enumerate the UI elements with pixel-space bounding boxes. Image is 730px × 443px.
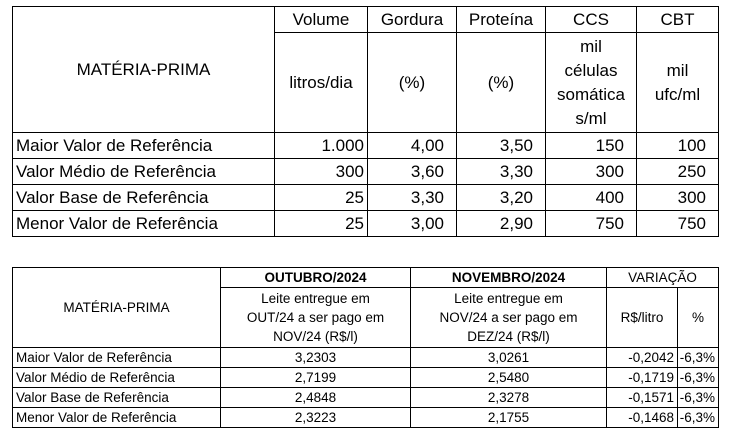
t2-month2-desc: Leite entregue em NOV/24 a ser pago em DEZ/24 (R$/l) bbox=[411, 288, 607, 348]
t1-col-ccs: CCS bbox=[546, 7, 637, 33]
cell-ccs: 400 bbox=[546, 185, 637, 211]
cell-ccs: 750 bbox=[546, 211, 637, 237]
row-label: Valor Base de Referência bbox=[13, 388, 221, 408]
cell-oct: 3,2303 bbox=[221, 348, 411, 368]
cell-var-rs: -0,1468 bbox=[607, 408, 678, 428]
table-row bbox=[13, 368, 719, 388]
table-row bbox=[13, 133, 719, 159]
t2-row-header: MATÉRIA-PRIMA bbox=[13, 268, 221, 348]
cell-nov: 3,0261 bbox=[411, 348, 607, 368]
milk-price-table bbox=[12, 267, 719, 428]
cell-var-pct: -6,3% bbox=[678, 368, 719, 388]
cell-oct: 2,4848 bbox=[221, 388, 411, 408]
table-row bbox=[13, 159, 719, 185]
cell-gordura: 3,00 bbox=[368, 211, 457, 237]
cell-ccs: 300 bbox=[546, 159, 637, 185]
cell-nov: 2,5480 bbox=[411, 368, 607, 388]
table-row bbox=[13, 211, 719, 237]
t2-month1-title: OUTUBRO/2024 bbox=[221, 268, 411, 288]
reference-values-table bbox=[12, 6, 719, 237]
t2-month1-desc: Leite entregue em OUT/24 a ser pago em NOV/24 (R$/l) bbox=[221, 288, 411, 348]
t1-unit-ccs: mil células somática s/ml bbox=[546, 33, 637, 133]
table-row bbox=[13, 348, 719, 368]
t1-unit-gordura: (%) bbox=[368, 33, 457, 133]
t1-col-volume: Volume bbox=[275, 7, 368, 33]
row-label: Menor Valor de Referência bbox=[13, 211, 275, 237]
cell-volume: 25 bbox=[275, 211, 368, 237]
row-label: Valor Médio de Referência bbox=[13, 368, 221, 388]
cell-var-rs: -0,1571 bbox=[607, 388, 678, 408]
table-row bbox=[13, 408, 719, 428]
cell-nov: 2,3278 bbox=[411, 388, 607, 408]
t2-variation-title: VARIAÇÃO bbox=[607, 268, 719, 288]
cell-proteina: 3,30 bbox=[457, 159, 546, 185]
cell-cbt: 250 bbox=[637, 159, 719, 185]
cell-volume: 300 bbox=[275, 159, 368, 185]
cell-cbt: 300 bbox=[637, 185, 719, 211]
cell-var-rs: -0,2042 bbox=[607, 348, 678, 368]
table-row bbox=[13, 185, 719, 211]
cell-ccs: 150 bbox=[546, 133, 637, 159]
row-label: Valor Base de Referência bbox=[13, 185, 275, 211]
t1-col-gordura: Gordura bbox=[368, 7, 457, 33]
row-label: Valor Médio de Referência bbox=[13, 159, 275, 185]
t1-unit-cbt: mil ufc/ml bbox=[637, 33, 719, 133]
cell-oct: 2,3223 bbox=[221, 408, 411, 428]
cell-var-rs: -0,1719 bbox=[607, 368, 678, 388]
t1-unit-proteina: (%) bbox=[457, 33, 546, 133]
cell-nov: 2,1755 bbox=[411, 408, 607, 428]
row-label: Maior Valor de Referência bbox=[13, 133, 275, 159]
cell-gordura: 3,60 bbox=[368, 159, 457, 185]
cell-cbt: 100 bbox=[637, 133, 719, 159]
cell-var-pct: -6,3% bbox=[678, 348, 719, 368]
t2-month2-title: NOVEMBRO/2024 bbox=[411, 268, 607, 288]
cell-proteina: 3,20 bbox=[457, 185, 546, 211]
table-row bbox=[13, 388, 719, 408]
cell-cbt: 750 bbox=[637, 211, 719, 237]
row-label: Menor Valor de Referência bbox=[13, 408, 221, 428]
t1-col-proteina: Proteína bbox=[457, 7, 546, 33]
cell-volume: 1.000 bbox=[275, 133, 368, 159]
t1-col-cbt: CBT bbox=[637, 7, 719, 33]
cell-gordura: 3,30 bbox=[368, 185, 457, 211]
cell-gordura: 4,00 bbox=[368, 133, 457, 159]
cell-var-pct: -6,3% bbox=[678, 408, 719, 428]
t2-variation-rs-header: R$/litro bbox=[607, 288, 678, 348]
t1-row-header: MATÉRIA-PRIMA bbox=[13, 7, 275, 133]
row-label: Maior Valor de Referência bbox=[13, 348, 221, 368]
cell-var-pct: -6,3% bbox=[678, 388, 719, 408]
cell-volume: 25 bbox=[275, 185, 368, 211]
t2-variation-pct-header: % bbox=[678, 288, 719, 348]
t1-unit-volume: litros/dia bbox=[275, 33, 368, 133]
cell-oct: 2,7199 bbox=[221, 368, 411, 388]
cell-proteina: 2,90 bbox=[457, 211, 546, 237]
cell-proteina: 3,50 bbox=[457, 133, 546, 159]
